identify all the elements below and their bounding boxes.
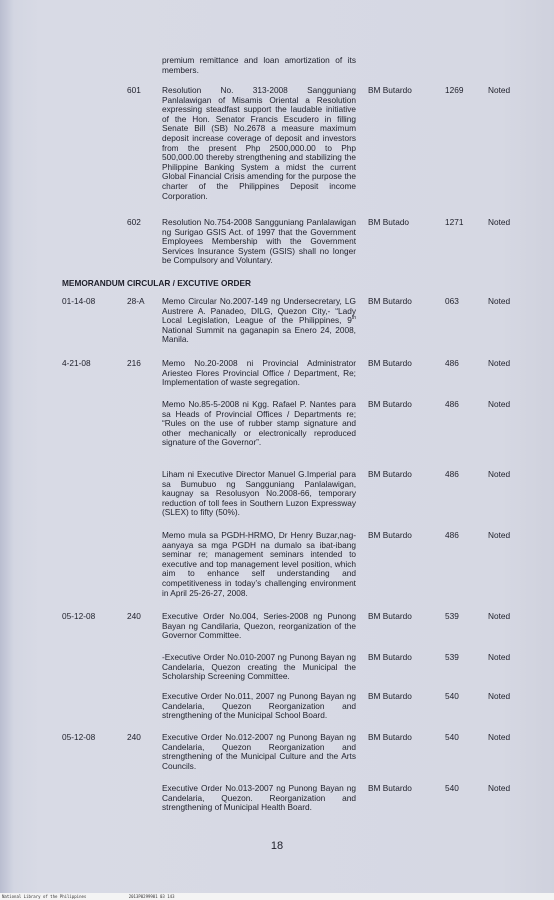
row-reference: 540 — [445, 783, 459, 793]
row-referred-to: BM Butardo — [368, 469, 412, 479]
row-referred-to: BM Butardo — [368, 783, 412, 793]
row-description: Memo Circular No.2007-149 ng Undersecretary, LG Austrere A. Panadeo, DILG, Quezon City,- “Lady Local Legislation, League of the Philippines, 9th National Summit na gaganapin sa Enero 24, 2008, Manila. — [162, 296, 356, 345]
row-description: Resolution No.754-2008 Sangguniang Panlalawigan ng Surigao GSIS Act. of 1997 that the Government Employees Membership with the Government Services Insurance System (GSIS) shall no longer be Compulsory and Voluntary. — [162, 217, 356, 266]
row-reference: 1271 — [445, 217, 464, 227]
row-description: Memo No.20-2008 ni Provincial Administrator Ariesteo Flores Provincial Office / Department, Re; Implementation of waste segregation. — [162, 358, 356, 388]
row-status: Noted — [488, 358, 511, 368]
row-status: Noted — [488, 732, 511, 742]
row-reference: 486 — [445, 399, 459, 409]
row-status: Noted — [488, 217, 511, 227]
row-reference: 486 — [445, 469, 459, 479]
row-description: Resolution No. 313-2008 Sangguniang Panlalawigan of Misamis Oriental a Resolution expressing steadfast support the laudable initiative of the Hon. Senator Francis Escudero in filling Senate Bill (SB) No.2678 a measure maximum deposit increase coverage of deposit and investors from the present Php 2500,000.00 to Php 500,000.00 thereby strengthening and stabilizing the Philippine Banking System a midst the current Global Financial Crisis amending for the purpose the charter of the Philippines Deposit income Corporation. — [162, 85, 356, 201]
row-referred-to: BM Butardo — [368, 296, 412, 306]
scan-footer-source: National Library of the Philippines — [2, 894, 87, 899]
row-reference: 486 — [445, 358, 459, 368]
row-status: Noted — [488, 652, 511, 662]
row-referred-to: BM Butardo — [368, 530, 412, 540]
row-number: 216 — [127, 358, 141, 368]
row-status: Noted — [488, 469, 511, 479]
section-heading: MEMORANDUM CIRCULAR / EXCUTIVE ORDER — [62, 278, 251, 288]
row-number: 601 — [127, 85, 141, 95]
scan-footer-code: 2013P0299901 03 143 — [128, 894, 175, 899]
row-description: premium remittance and loan amortization of its members. — [162, 55, 356, 75]
row-status: Noted — [488, 691, 511, 701]
row-description: Executive Order No.011, 2007 ng Punong Bayan ng Candelaria, Quezon Reorganization and strengthening of the Municipal School Board. — [162, 691, 356, 721]
row-status: Noted — [488, 611, 511, 621]
row-number: 240 — [127, 611, 141, 621]
row-referred-to: BM Butado — [368, 217, 410, 227]
row-referred-to: BM Butardo — [368, 691, 412, 701]
row-description: Executive Order No.013-2007 ng Punong Bayan ng Candelaria, Quezon. Reorganization and strengthening of Municipal Health Board. — [162, 783, 356, 813]
row-description: Memo mula sa PGDH-HRMO, Dr Henry Buzar,nag-aanyaya sa mga PGDH na dumalo sa ibat-ibang seminar re; management seminars intended to executive and top management level position, which aim to enhance self understanding and competitiveness in today’s challenging environment in April 25-26-27, 2008. — [162, 530, 356, 598]
scan-footer — [0, 893, 554, 900]
row-reference: 540 — [445, 732, 459, 742]
row-description: -Executive Order No.010-2007 ng Punong Bayan ng Candelaria, Quezon creating the Municipal the Scholarship Screening Committee. — [162, 652, 356, 682]
row-reference: 539 — [445, 652, 459, 662]
row-number: 240 — [127, 732, 141, 742]
row-reference: 1269 — [445, 85, 464, 95]
row-referred-to: BM Butardo — [368, 652, 412, 662]
row-description: Executive Order No.012-2007 ng Punong Bayan ng Candelaria, Quezon Reorganization and strengthening of the Municipal Culture and the Arts Councils. — [162, 732, 356, 771]
row-status: Noted — [488, 399, 511, 409]
row-date: 4-21-08 — [62, 358, 91, 368]
row-date: 05-12-08 — [62, 732, 96, 742]
row-reference: 063 — [445, 296, 459, 306]
row-status: Noted — [488, 85, 511, 95]
row-referred-to: BM Butardo — [368, 611, 412, 621]
row-referred-to: BM Butardo — [368, 85, 412, 95]
row-date: 01-14-08 — [62, 296, 96, 306]
row-status: Noted — [488, 783, 511, 793]
row-referred-to: BM Butardo — [368, 732, 412, 742]
row-description: Memo No.85-5-2008 ni Kgg. Rafael P. Nantes para sa Heads of Provincial Offices / Departments re; “Rules on the use of rubber stamp signature and other mechanically or electronically reproduced signature of the Governor”. — [162, 399, 356, 448]
row-number: 602 — [127, 217, 141, 227]
row-reference: 539 — [445, 611, 459, 621]
row-description: Liham ni Executive Director Manuel G.Imperial para sa Bumubuo ng Sangguniang Panlalawigan, kaugnay sa Resolusyon No.2008-66, temporary reduction of toll fees in Southern Luzon Expressway (SLEX) to fifty (50%). — [162, 469, 356, 518]
row-description: Executive Order No.004, Series-2008 ng Punong Bayan ng Candilaria, Quezon, reorganization of the Governor Committee. — [162, 611, 356, 641]
page-number: 18 — [270, 840, 284, 852]
row-status: Noted — [488, 530, 511, 540]
row-reference: 540 — [445, 691, 459, 701]
row-status: Noted — [488, 296, 511, 306]
row-number: 28-A — [127, 296, 145, 306]
row-date: 05-12-08 — [62, 611, 96, 621]
row-referred-to: BM Butardo — [368, 358, 412, 368]
row-referred-to: BM Butardo — [368, 399, 412, 409]
row-reference: 486 — [445, 530, 459, 540]
